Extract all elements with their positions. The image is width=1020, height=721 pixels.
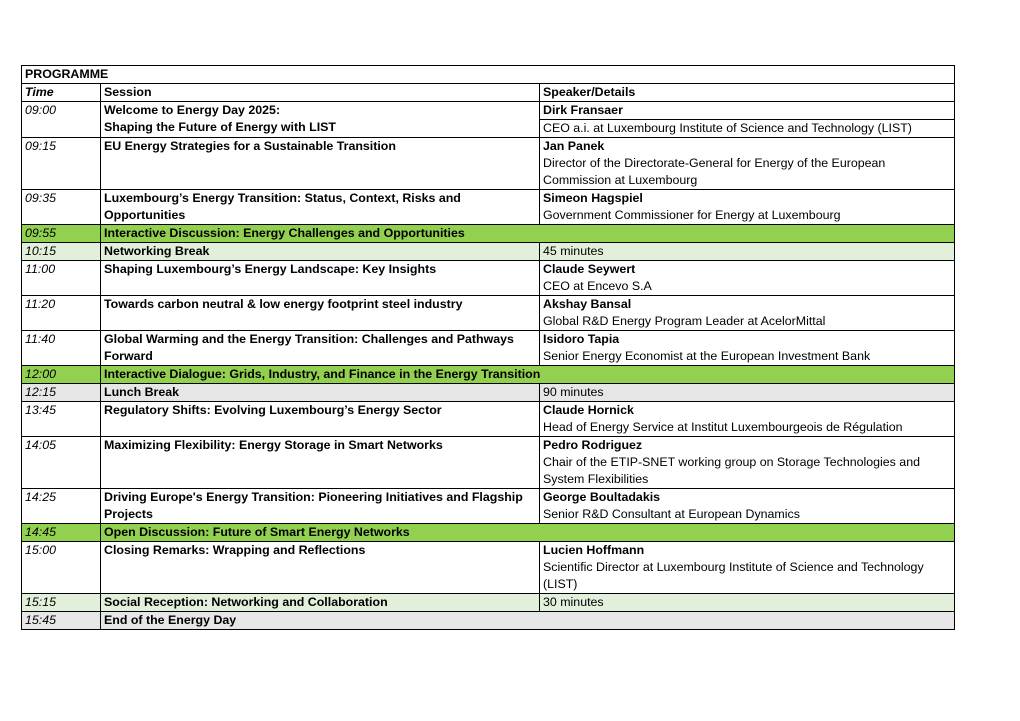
row-time: 09:55 (22, 225, 101, 243)
row-time: 15:15 (22, 594, 101, 612)
row-time: 13:45 (22, 402, 101, 437)
row-speaker-details: CEO a.i. at Luxembourg Institute of Science and Technology (LIST) (540, 119, 954, 137)
row-time: 09:00 (22, 102, 101, 138)
table-row-break (22, 594, 955, 612)
table-row (22, 331, 955, 366)
header-session: Session (101, 84, 540, 102)
table-row (22, 437, 955, 489)
table-row-discussion (22, 366, 955, 384)
row-session: Luxembourg’s Energy Transition: Status, Context, Risks and Opportunities (101, 190, 540, 225)
row-speaker-name: Isidoro Tapia (543, 332, 620, 346)
programme-table (21, 65, 955, 630)
table-row-discussion (22, 225, 955, 243)
row-session: Maximizing Flexibility: Energy Storage in Smart Networks (101, 437, 540, 489)
row-session-line2: Shaping the Future of Energy with LIST (104, 120, 336, 134)
row-speaker-cell (540, 542, 955, 594)
row-session: Open Discussion: Future of Smart Energy Networks (101, 524, 955, 542)
row-session: Regulatory Shifts: Evolving Luxembourg’s Energy Sector (101, 402, 540, 437)
row-speaker-cell (540, 102, 955, 138)
row-speaker-details: 45 minutes (540, 243, 955, 261)
table-row (22, 296, 955, 331)
row-speaker-details: Scientific Director at Luxembourg Institute of Science and Technology (LIST) (543, 560, 924, 591)
row-session: Interactive Dialogue: Grids, Industry, and Finance in the Energy Transition (101, 366, 955, 384)
row-speaker-details: Director of the Directorate-General for Energy of the European Commission at Luxembourg (543, 156, 886, 187)
row-speaker-details: Global R&D Energy Program Leader at AcelorMittal (543, 314, 826, 328)
table-row (22, 261, 955, 296)
table-row-break (22, 243, 955, 261)
table-row (22, 190, 955, 225)
row-time: 10:15 (22, 243, 101, 261)
row-speaker-cell (540, 402, 955, 437)
table-row (22, 138, 955, 190)
row-speaker-details: Senior R&D Consultant at European Dynamics (543, 507, 800, 521)
table-row-end (22, 612, 955, 630)
row-session: Shaping Luxembourg’s Energy Landscape: Key Insights (101, 261, 540, 296)
row-speaker-cell (540, 331, 955, 366)
row-time: 11:20 (22, 296, 101, 331)
row-session: Interactive Discussion: Energy Challenges and Opportunities (101, 225, 955, 243)
row-speaker-cell (540, 296, 955, 331)
row-session-line: Welcome to Energy Day 2025: (104, 103, 281, 117)
row-speaker-name: Pedro Rodriguez (543, 438, 643, 452)
row-speaker-details: Head of Energy Service at Institut Luxembourgeois de Régulation (543, 420, 903, 434)
row-session: End of the Energy Day (101, 612, 955, 630)
row-speaker-details: 30 minutes (540, 594, 955, 612)
row-speaker-name: Claude Seywert (543, 262, 636, 276)
row-speaker-details: Senior Energy Economist at the European Investment Bank (543, 349, 871, 363)
row-time: 11:40 (22, 331, 101, 366)
row-session: Social Reception: Networking and Collaboration (101, 594, 540, 612)
row-speaker-name: Simeon Hagspiel (543, 191, 643, 205)
row-speaker-cell (540, 261, 955, 296)
header-speaker: Speaker/Details (540, 84, 955, 102)
row-session: Networking Break (101, 243, 540, 261)
row-time: 14:45 (22, 524, 101, 542)
row-session: Driving Europe's Energy Transition: Pioneering Initiatives and Flagship Projects (101, 489, 540, 524)
title-row (22, 66, 955, 84)
row-time: 14:25 (22, 489, 101, 524)
row-speaker-name: Lucien Hoffmann (543, 543, 645, 557)
row-speaker-name: Jan Panek (543, 139, 605, 153)
row-speaker-name: Dirk Fransaer (543, 103, 623, 117)
table-row (22, 542, 955, 594)
row-time: 09:35 (22, 190, 101, 225)
row-speaker-details: Chair of the ETIP-SNET working group on Storage Technologies and System Flexibilities (543, 455, 920, 486)
row-session: EU Energy Strategies for a Sustainable Transition (101, 138, 540, 190)
table-row-discussion (22, 524, 955, 542)
row-time: 09:15 (22, 138, 101, 190)
row-speaker-cell (540, 138, 955, 190)
row-time: 15:45 (22, 612, 101, 630)
row-time: 14:05 (22, 437, 101, 489)
table-row (22, 102, 955, 138)
header-time: Time (22, 84, 101, 102)
row-speaker-name: Akshay Bansal (543, 297, 632, 311)
row-time: 11:00 (22, 261, 101, 296)
row-session (101, 102, 540, 138)
programme-title: PROGRAMME (22, 66, 955, 84)
row-speaker-name: George Boultadakis (543, 490, 661, 504)
table-row-break (22, 384, 955, 402)
row-session: Towards carbon neutral & low energy footprint steel industry (101, 296, 540, 331)
row-session: Lunch Break (101, 384, 540, 402)
row-speaker-cell (540, 489, 955, 524)
table-row (22, 402, 955, 437)
row-speaker-details: CEO at Encevo S.A (543, 279, 652, 293)
row-session: Global Warming and the Energy Transition: Challenges and Pathways Forward (101, 331, 540, 366)
row-time: 15:00 (22, 542, 101, 594)
row-time: 12:15 (22, 384, 101, 402)
row-time: 12:00 (22, 366, 101, 384)
row-speaker-cell (540, 190, 955, 225)
row-speaker-cell (540, 437, 955, 489)
table-row (22, 489, 955, 524)
row-session: Closing Remarks: Wrapping and Reflections (101, 542, 540, 594)
header-row (22, 84, 955, 102)
row-speaker-details: Government Commissioner for Energy at Luxembourg (543, 208, 841, 222)
row-speaker-details: 90 minutes (540, 384, 955, 402)
row-speaker-name: Claude Hornick (543, 403, 634, 417)
